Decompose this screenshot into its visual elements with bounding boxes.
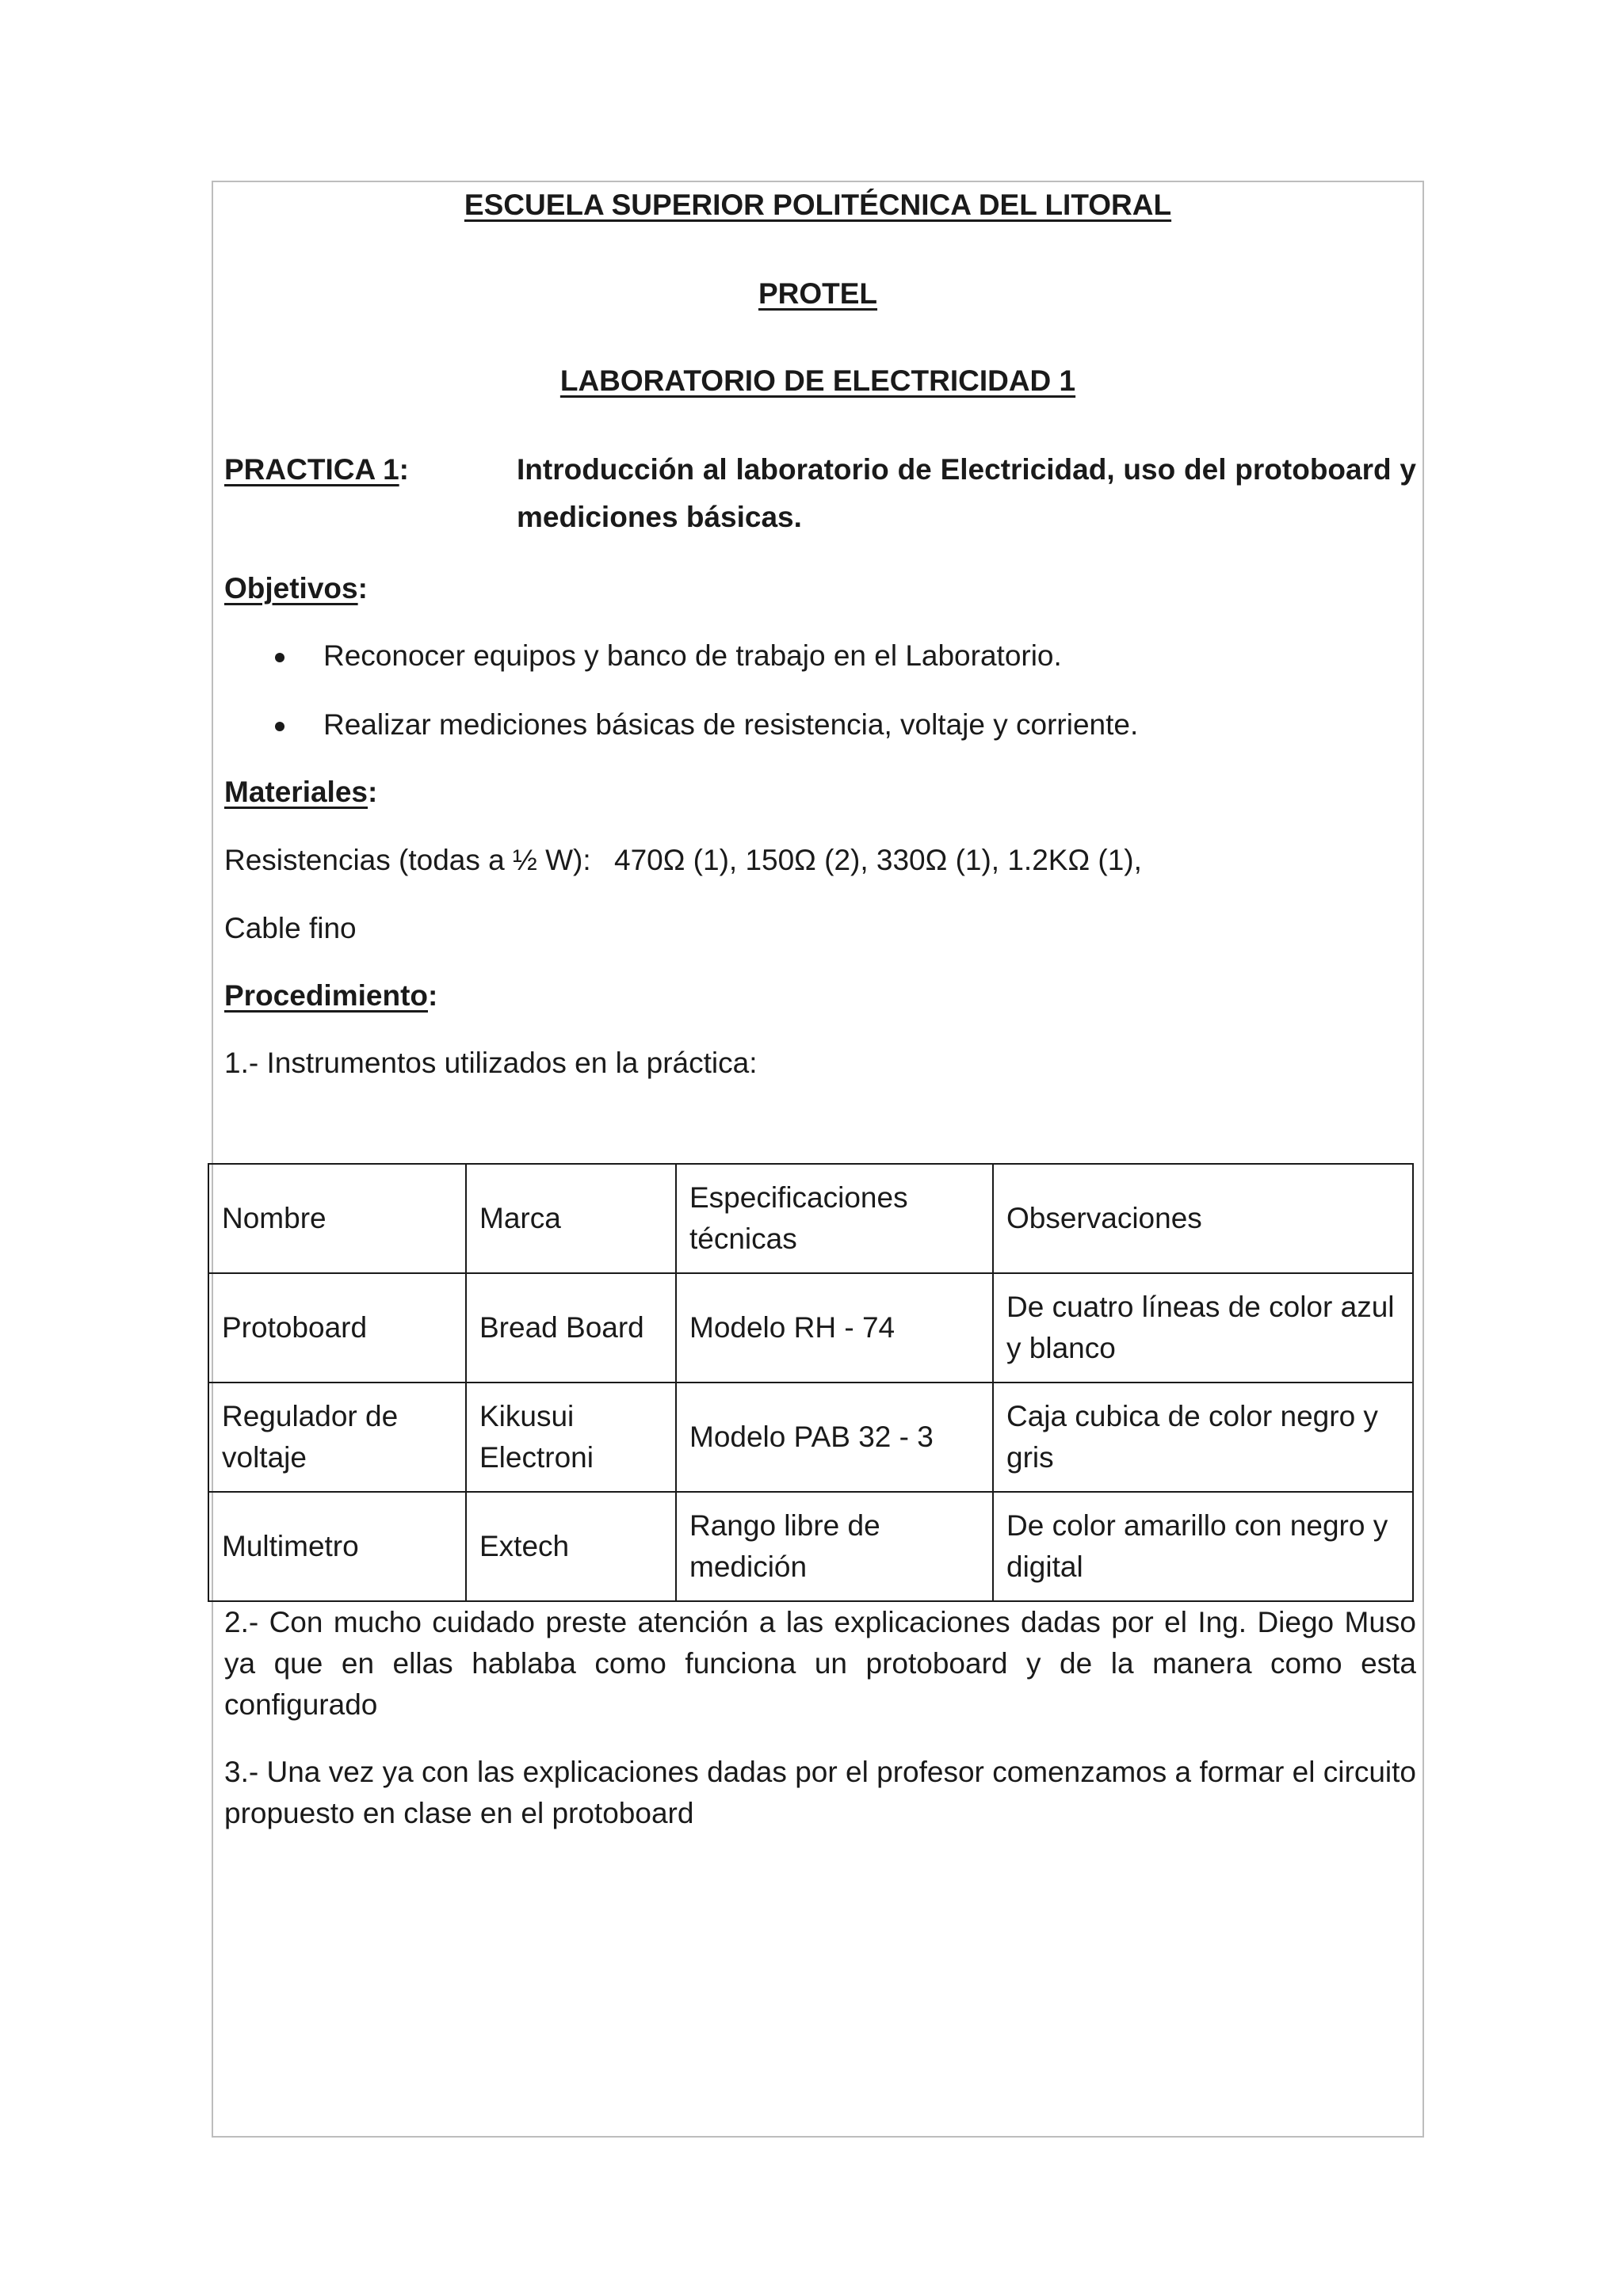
table-cell: Regulador de voltaje [208, 1383, 466, 1492]
practice-title-line2: mediciones básicas. [517, 501, 802, 533]
objective-item-1: Reconocer equipos y banco de trabajo en el Laboratorio. [323, 639, 1062, 672]
course-title: LABORATORIO DE ELECTRICIDAD 1 [559, 364, 1076, 397]
cable-item: Cable fino [224, 912, 357, 944]
materials-heading-wrap [224, 772, 377, 813]
procedure-step-3: 3.- Una vez ya con las explicaciones dadas por el profesor comenzamos a formar el circuito propuesto en clase en el protoboard [224, 1756, 1416, 1829]
objectives-heading: Objetivos [224, 572, 358, 605]
program-title: PROTEL [758, 277, 878, 310]
procedure-heading-wrap [224, 975, 437, 1016]
table-header-cell: Nombre [208, 1164, 466, 1273]
resistors-label: Resistencias (todas a ½ W): [224, 844, 591, 876]
table-cell: De cuatro líneas de color azul y blanco [993, 1273, 1413, 1383]
procedure-step-2: 2.- Con mucho cuidado preste atención a las explicaciones dadas por el Ing. Diego Muso ya que en ellas hablaba como funciona un protoboard y de la manera como esta configurado [224, 1606, 1416, 1721]
table-header-row [208, 1164, 1413, 1273]
table-header-cell: Observaciones [993, 1164, 1413, 1273]
objectives-colon: : [357, 572, 368, 605]
bullet-icon [275, 722, 285, 731]
institution-title: ESCUELA SUPERIOR POLITÉCNICA DEL LITORAL [464, 189, 1172, 221]
table-cell: Multimetro [208, 1492, 466, 1601]
table-row [208, 1492, 1413, 1601]
table-header-cell: Marca [466, 1164, 676, 1273]
practice-label: PRACTICA 1 [224, 453, 399, 486]
table-cell: Protoboard [208, 1273, 466, 1383]
table-cell: Kikusui Electroni [466, 1383, 676, 1492]
objective-item-2: Realizar mediciones básicas de resistencia, voltaje y corriente. [323, 708, 1139, 741]
procedure-heading: Procedimiento [224, 979, 428, 1012]
table-cell: De color amarillo con negro y digital [993, 1492, 1413, 1601]
table-cell: Extech [466, 1492, 676, 1601]
table-cell: Caja cubica de color negro y gris [993, 1383, 1413, 1492]
instruments-table [208, 1163, 1414, 1602]
practice-colon: : [399, 453, 409, 486]
table-header-cell: Especificaciones técnicas [676, 1164, 993, 1273]
practice-title-line1: Introducción al laboratorio de Electricidad, uso del protoboard y [517, 453, 1416, 486]
practice-label-wrap [224, 449, 409, 490]
procedure-colon: : [428, 979, 438, 1012]
materials-heading: Materiales [224, 776, 368, 808]
bullet-icon [275, 653, 285, 662]
objectives-heading-wrap [224, 568, 368, 609]
table-row [208, 1273, 1413, 1383]
table-cell: Modelo PAB 32 - 3 [676, 1383, 993, 1492]
procedure-step-1: 1.- Instrumentos utilizados en la práctica: [224, 1047, 758, 1079]
resistors-values: 470Ω (1), 150Ω (2), 330Ω (1), 1.2KΩ (1), [614, 844, 1142, 876]
table-row [208, 1383, 1413, 1492]
table-cell: Modelo RH - 74 [676, 1273, 993, 1383]
table-cell: Bread Board [466, 1273, 676, 1383]
materials-colon: : [368, 776, 378, 808]
table-cell: Rango libre de medición [676, 1492, 993, 1601]
